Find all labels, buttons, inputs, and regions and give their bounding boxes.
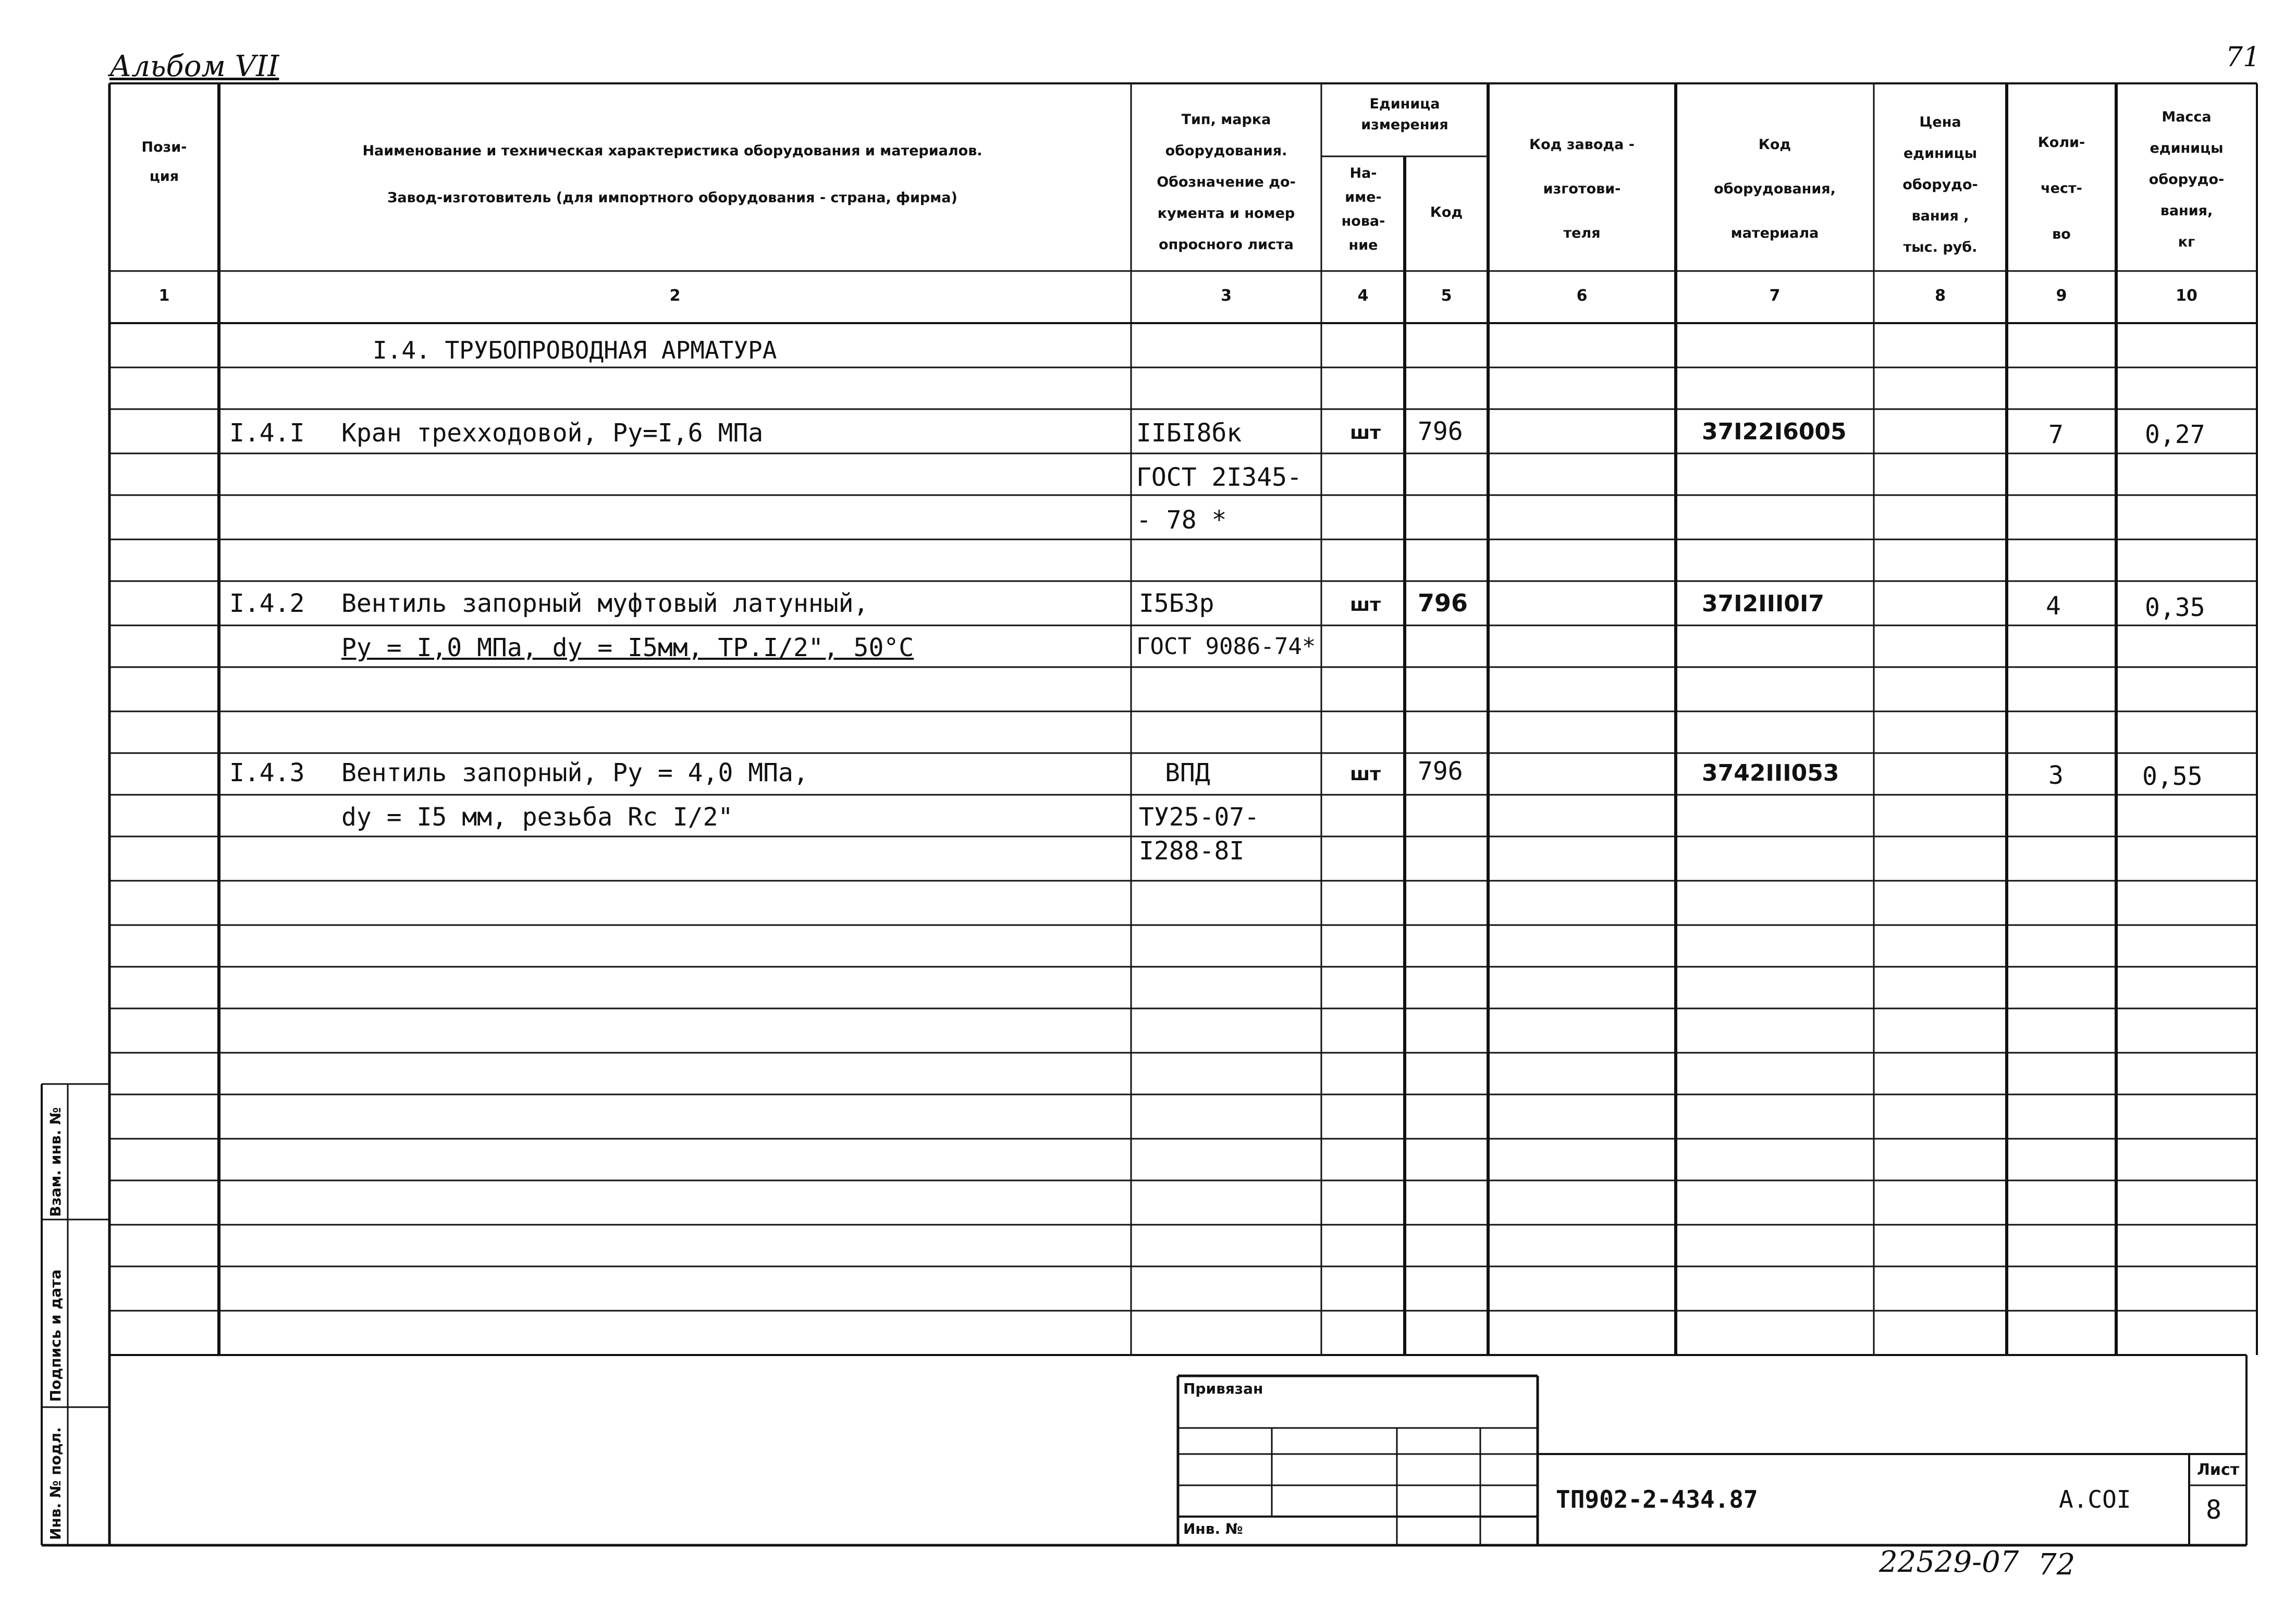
column-number: 5 (1441, 287, 1452, 305)
item-quantity: 3 (2048, 761, 2064, 790)
column-number: 7 (1769, 287, 1781, 305)
item-type: ТУ25-07- (1139, 803, 1260, 832)
corner-page-number: 71 (2226, 42, 2261, 73)
item-unit-code: 796 (1418, 417, 1463, 446)
album-label: Альбом VII (109, 50, 279, 83)
item-mass: 0,35 (2145, 593, 2205, 622)
header-mass: Масса единицы оборудо- вания, кг (2148, 109, 2225, 250)
item-position: I.4.2 (229, 589, 305, 618)
item-type: ГОСТ 9086-74* (1136, 633, 1316, 660)
side-label-inv: Инв. № подл. (47, 1427, 64, 1540)
item-name: Вентиль запорный муфтовый латунный, (341, 589, 869, 618)
header-position: Пози- ция (141, 139, 187, 184)
column-number: 3 (1221, 287, 1232, 305)
side-label-vzam: Взам. инв. № (47, 1107, 64, 1217)
header-unit-name: На- име- нова- ние (1341, 165, 1385, 253)
column-number: 4 (1357, 287, 1369, 305)
footer-code: 22529-07 (1879, 1545, 2019, 1579)
footer-page: 72 (2038, 1548, 2076, 1582)
header-factory-code: Код завода - изготови- теля (1529, 137, 1635, 241)
column-number: 9 (2056, 287, 2067, 305)
item-unit: шт (1350, 422, 1381, 444)
item-material-code: 37I22I6005 (1702, 418, 1847, 445)
item-mass: 0,27 (2145, 420, 2205, 449)
header-unit-code: Код (1430, 204, 1463, 220)
column-number: 6 (1576, 287, 1588, 305)
item-mass: 0,55 (2142, 762, 2203, 791)
item-unit-code: 796 (1418, 757, 1463, 786)
item-quantity: 7 (2048, 420, 2064, 449)
item-name: dy = I5 мм, резьба Rc I/2" (341, 803, 733, 832)
item-position: I.4.3 (229, 758, 305, 787)
section-title: I.4. ТРУБОПРОВОДНАЯ АРМАТУРА (373, 336, 777, 364)
item-position: I.4.I (229, 418, 305, 448)
item-type: I288-8I (1139, 836, 1245, 866)
item-unit-code: 796 (1418, 589, 1468, 617)
header-quantity: Коли- чест- во (2037, 134, 2085, 242)
header-price: Цена единицы оборудо- вания , тыс. руб. (1902, 114, 1978, 255)
item-type: I5Б3р (1139, 589, 1214, 618)
item-type: ВПД (1165, 758, 1210, 787)
column-number: 1 (158, 287, 170, 305)
header-type: Тип, марка оборудования. Обозначение до- кумента и номер опросного листа (1157, 112, 1296, 253)
stamp-privyazan: Привязан (1183, 1380, 1263, 1397)
item-material-code: 37I2III0I7 (1702, 590, 1824, 617)
column-number: 10 (2176, 287, 2197, 305)
stamp-doc-code: ТП902-2-434.87 (1556, 1485, 1758, 1513)
header-material-code: Код оборудования, материала (1714, 137, 1836, 241)
side-label-podpis: Подпись и дата (47, 1269, 64, 1402)
stamp-inv-no: Инв. № (1183, 1520, 1243, 1537)
header-name: Наименование и техническая характеристика оборудования и материалов. Завод-изготовитель (для импортного оборудования - страна, фирма) (362, 143, 983, 206)
item-type: - 78 * (1136, 506, 1227, 535)
header-unit-group: Единица измерения (1361, 96, 1448, 133)
item-quantity: 4 (2046, 592, 2061, 621)
item-unit: шт (1350, 594, 1381, 615)
item-material-code: 3742III053 (1702, 760, 1839, 786)
item-name: Ру = I,0 МПа, dy = I5мм, ТР.I/2", 50°С (341, 633, 914, 662)
item-name: Вентиль запорный, Ру = 4,0 МПа, (341, 758, 808, 787)
item-type: IIБI8бк (1136, 418, 1242, 448)
stamp-sheet-label: Лист (2197, 1461, 2240, 1479)
item-name: Кран трехходовой, Ру=I,6 МПа (341, 418, 764, 448)
column-number: 8 (1935, 287, 1946, 305)
item-unit: шт (1350, 763, 1381, 785)
item-type: ГОСТ 2I345- (1136, 463, 1302, 492)
column-number: 2 (669, 287, 681, 305)
stamp-sheet-number: 8 (2206, 1495, 2222, 1525)
stamp-sheet-code: А.COI (2059, 1485, 2131, 1513)
